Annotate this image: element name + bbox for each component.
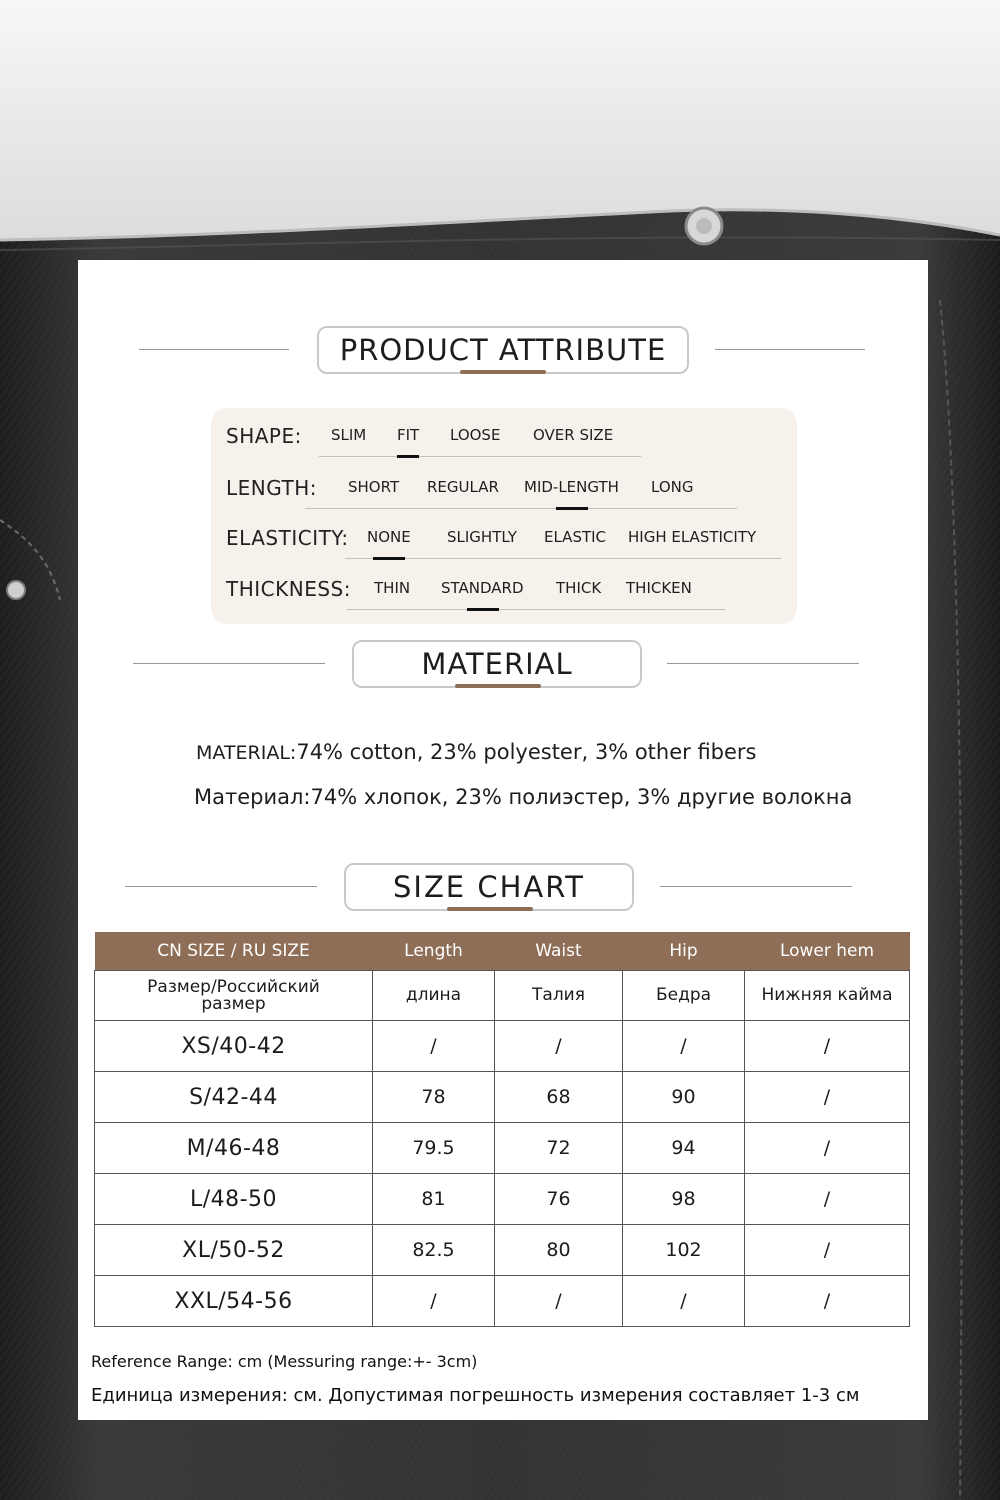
material-en-value: 74% cotton, 23% polyester, 3% other fibers [296,740,757,764]
attribute-option-high-elasticity: HIGH ELASTICITY [628,528,757,546]
attribute-option-long: LONG [651,478,694,496]
size-chart-table [94,932,910,1327]
size-title: SIZE CHART [392,870,586,904]
material-ru-label: Материал: [194,785,311,809]
attribute-row-shape [211,420,797,460]
ru-header-cell-waist: Талия [495,971,623,1021]
material-ru-value: 74% хлопок, 23% полиэстер, 3% другие волокна [310,785,853,809]
attribute-baseline [305,508,737,509]
table-row [95,1021,910,1072]
divider-left [125,886,317,887]
cell-lower-hem: / [745,1021,910,1072]
header-cell-lower-hem: Lower hem [745,932,910,971]
attribute-title-underline [460,370,546,374]
attribute-option-elastic: ELASTIC [544,528,607,546]
cell-waist: 68 [495,1072,623,1123]
attribute-option-standard: STANDARD [441,579,524,597]
attribute-option-slightly: SLIGHTLY [447,528,517,546]
attribute-panel [211,408,797,624]
ru-header-cell-length: длина [373,971,495,1021]
cell-size: XXL/54-56 [95,1276,373,1327]
selected-option-underline [397,455,419,458]
attribute-row-elasticity [211,522,797,562]
divider-left [139,349,289,350]
cell-hip: 90 [623,1072,745,1123]
attribute-row-length [211,472,797,512]
divider-right [715,349,865,350]
attribute-option-thicken: THICKEN [626,579,692,597]
cell-length: 78 [373,1072,495,1123]
attribute-option-regular: REGULAR [427,478,499,496]
ru-header-cell-hip: Бедра [623,971,745,1021]
attribute-row-thickness [211,573,797,613]
attribute-title: PRODUCT ATTRIBUTE [339,333,667,367]
selected-option-underline [556,507,588,510]
attribute-option-thin: THIN [374,579,411,597]
cell-length: / [373,1276,495,1327]
cell-lower-hem: / [745,1225,910,1276]
cell-waist: 76 [495,1174,623,1225]
attribute-baseline [319,456,641,457]
size-title-box [344,863,634,911]
attribute-option-slim: SLIM [331,426,367,444]
table-row [95,1123,910,1174]
cell-hip: 94 [623,1123,745,1174]
header-cell-hip: Hip [623,932,745,971]
material-title-underline [455,684,541,688]
cell-hip: / [623,1021,745,1072]
attribute-title-box [317,326,689,374]
material-en-line [196,740,757,764]
cell-length: / [373,1021,495,1072]
table-row [95,1276,910,1327]
cell-length: 81 [373,1174,495,1225]
cell-lower-hem: / [745,1276,910,1327]
divider-left [133,663,325,664]
reference-range-note: Reference Range: cm (Messuring range:+- 3cm) [91,1352,478,1371]
attribute-option-fit: FIT [397,426,420,444]
cell-length: 82.5 [373,1225,495,1276]
size-title-underline [447,907,533,911]
attribute-baseline [347,609,725,610]
attribute-label: SHAPE: [226,424,302,448]
cell-length: 79.5 [373,1123,495,1174]
cell-waist: / [495,1276,623,1327]
ru-header-cell-lower-hem: Нижняя кайма [745,971,910,1021]
cell-size: M/46-48 [95,1123,373,1174]
table-row [95,1174,910,1225]
reference-range-note-ru: Единица измерения: см. Допустимая погрешность измерения составляет 1-3 см [91,1385,860,1406]
selected-option-underline [373,557,405,560]
cell-size: XS/40-42 [95,1021,373,1072]
material-ru-line [194,785,852,809]
ru-header-cell-size: Размер/Российский размер [95,971,373,1021]
selected-option-underline [467,608,499,611]
size-header-row [95,932,910,971]
attribute-option-mid-length: MID-LENGTH [524,478,619,496]
attribute-label: LENGTH: [226,476,318,500]
material-title: MATERIAL [421,647,573,681]
cell-hip: / [623,1276,745,1327]
cell-waist: 72 [495,1123,623,1174]
attribute-option-none: NONE [367,528,411,546]
header-cell-waist: Waist [495,932,623,971]
cell-lower-hem: / [745,1174,910,1225]
cell-hip: 102 [623,1225,745,1276]
cell-lower-hem: / [745,1123,910,1174]
material-en-label: MATERIAL: [196,742,297,764]
header-cell-length: Length [373,932,495,971]
cell-waist: / [495,1021,623,1072]
cell-size: L/48-50 [95,1174,373,1225]
attribute-label: ELASTICITY: [226,526,349,550]
attribute-option-loose: LOOSE [450,426,501,444]
attribute-option-over-size: OVER SIZE [533,426,614,444]
cell-size: XL/50-52 [95,1225,373,1276]
material-title-box [352,640,642,688]
divider-right [660,886,852,887]
cell-lower-hem: / [745,1072,910,1123]
attribute-option-thick: THICK [556,579,602,597]
attribute-baseline [345,558,781,559]
header-cell-size: CN SIZE / RU SIZE [95,932,373,971]
attribute-label: THICKNESS: [226,577,351,601]
attribute-option-short: SHORT [348,478,400,496]
size-ru-header-row [95,971,910,1021]
cell-size: S/42-44 [95,1072,373,1123]
divider-right [667,663,859,664]
product-info-card [78,260,928,1420]
table-row [95,1072,910,1123]
table-row [95,1225,910,1276]
cell-waist: 80 [495,1225,623,1276]
cell-hip: 98 [623,1174,745,1225]
